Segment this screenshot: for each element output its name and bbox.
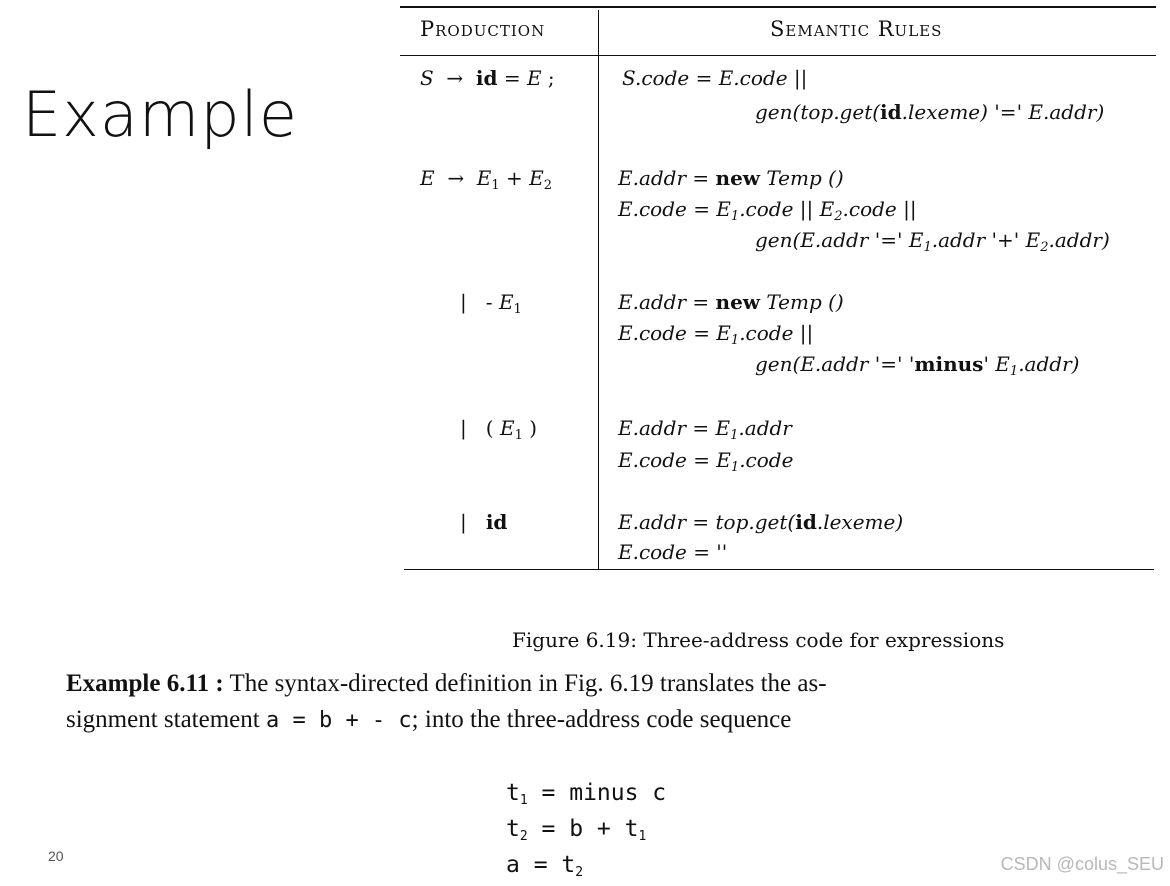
production-row-5: | id [460,510,508,534]
example-text-1: The syntax-directed definition in Fig. 6.19 translates the as- [223,670,827,697]
three-address-code [506,775,666,883]
rule-row-2-line-2: E.code = $E_1.code$ || $E_2.code$ || [618,197,917,224]
tac-line-1: $t_1$ = minus c [506,780,667,808]
example-paragraph [66,666,1156,739]
example-text-2: signment statement [66,706,266,733]
rule-row-3-line-2: E.code = $E_1.code$ || [618,321,814,348]
rule-row-3-line-1: E.addr = new Temp () [618,290,844,314]
figure-caption: Figure 6.19: Three-address code for expressions [512,628,1005,652]
rule-row-5-line-2: E.code = '' [618,540,728,564]
production-row-2: $E \to E_1 + E_2$ [420,166,553,193]
rule-row-2-line-3: gen(E.addr '=' $E_1.addr$ '+' $E_2.addr$) [755,228,1110,255]
example-text-3: ; into the three-address code sequence [411,706,792,733]
production-row-4: | ( $E_1$ ) [460,416,538,443]
rule-row-2-line-1: E.addr = new Temp () [618,166,844,190]
tac-line-2: $t_2 = b + t_1$ [506,816,647,844]
production-header: Production [420,17,546,41]
table-top-rule [400,6,1156,8]
table-bottom-rule [404,569,1154,570]
production-row-1: S → id = E ; [420,66,555,90]
rule-row-4-line-1: E.addr = $E_1.addr$ [618,416,792,443]
example-code-snippet: a = b + - c [265,708,412,733]
rule-row-1-line-1: S.code = E.code || [622,66,808,90]
semantic-rules-header: Semantic Rules [770,17,943,41]
rule-row-5-line-1: E.addr = top.get(id.lexeme) [618,510,904,534]
table-header-rule [400,55,1156,56]
rule-row-1-line-2: gen(top.get(id.lexeme) '=' E.addr) [755,100,1105,124]
slide-title: Example [22,78,298,151]
watermark: CSDN @colus_SEU [1000,854,1164,874]
rule-row-3-line-3: gen(E.addr '=' 'minus' $E_1.addr$) [755,352,1080,379]
tac-line-3: $a = t_2$ [506,852,584,880]
rule-row-4-line-2: E.code = $E_1.code$ [618,448,794,475]
example-label: Example 6.11 : [66,670,224,697]
production-row-3: | - $E_1$ [460,290,522,317]
table-column-divider [598,10,599,570]
page-number: 20 [48,848,64,864]
